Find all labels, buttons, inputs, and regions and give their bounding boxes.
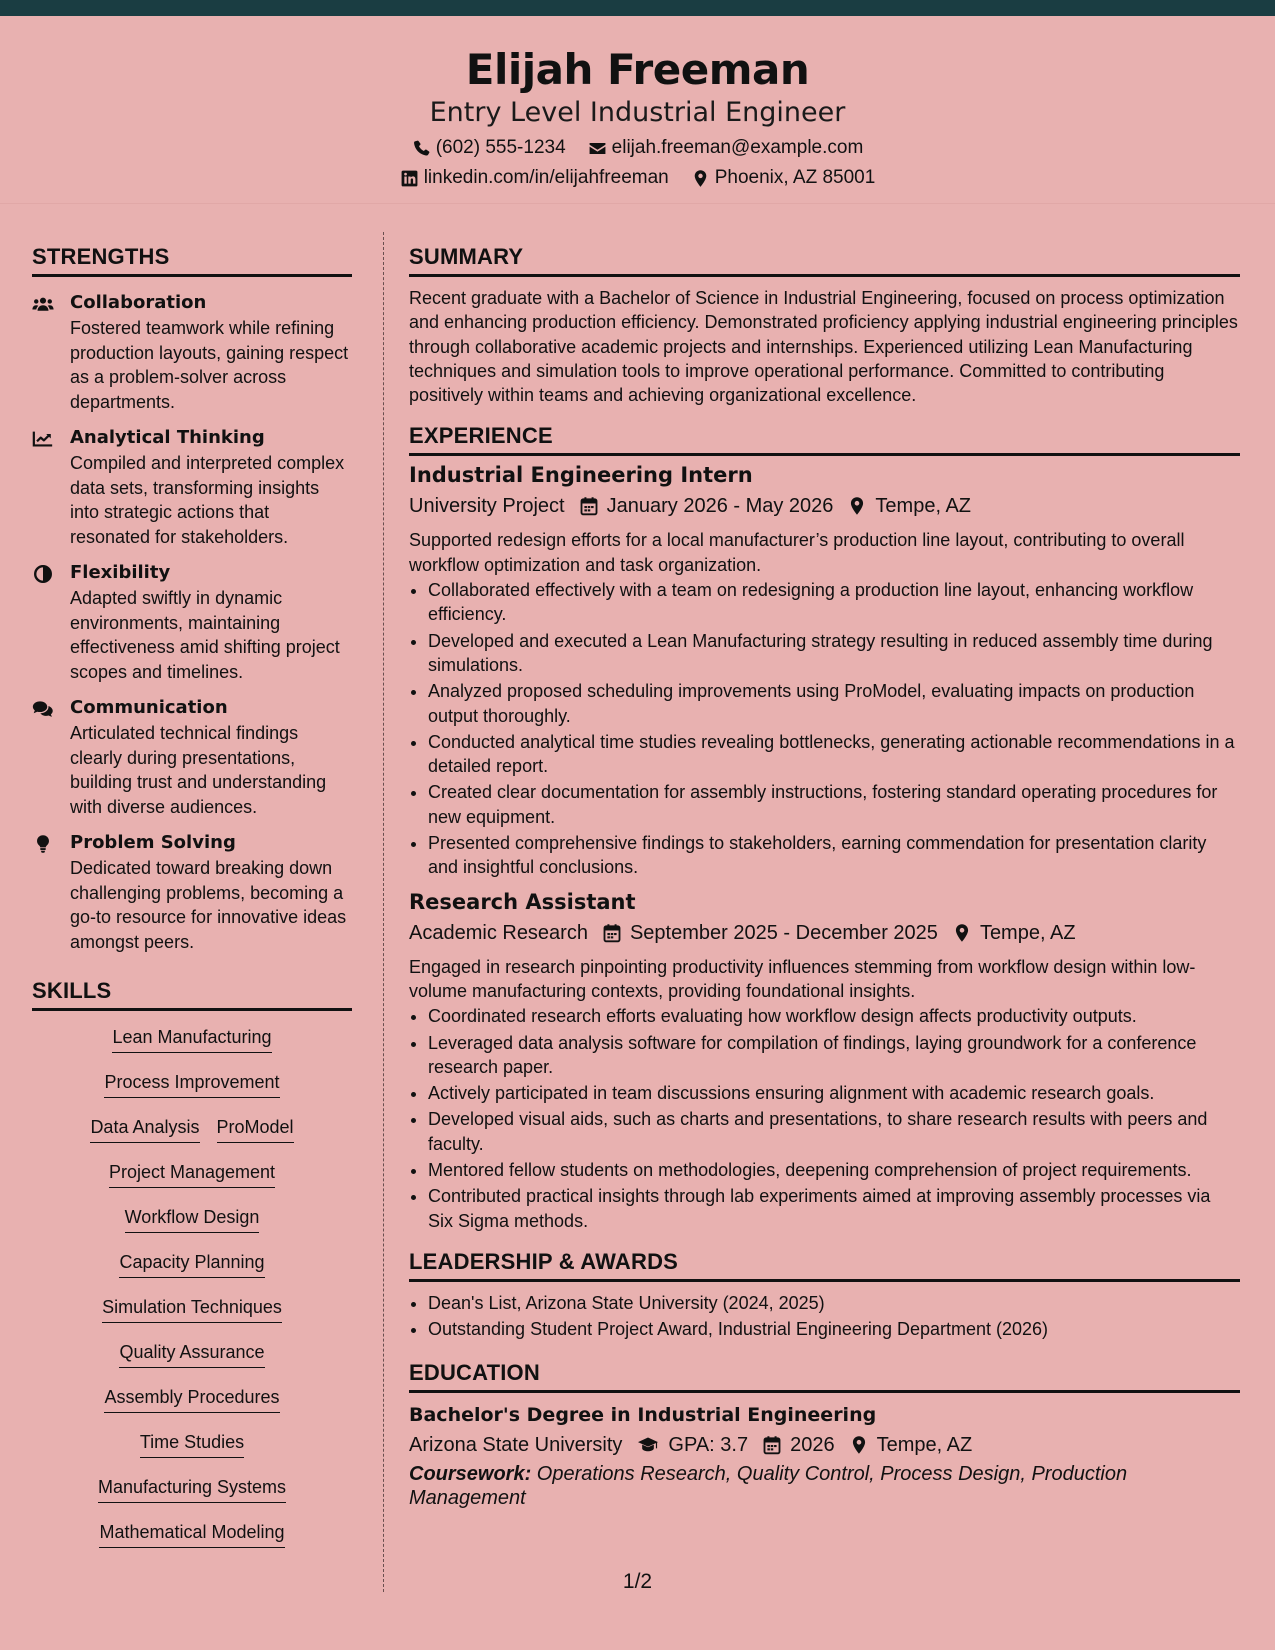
strength-item <box>32 696 352 819</box>
job-location: Tempe, AZ <box>875 495 972 518</box>
skill-tag: Assembly Procedures <box>104 1385 279 1413</box>
map-pin-icon <box>952 923 972 943</box>
education-meta <box>409 1432 1240 1458</box>
list-item: • Leveraged data analysis software for compilation of findings, laying groundwork for a conference research paper. <box>428 1031 1240 1080</box>
strength-title: Analytical Thinking <box>70 427 265 448</box>
graduation-year: 2026 <box>790 1433 835 1456</box>
strength-desc: Dedicated toward breaking down challenging problems, becoming a go-to resource for innovative ideas amongst peers. <box>70 858 347 952</box>
list-item: • Dean's List, Arizona State University (2024, 2025) <box>428 1291 1240 1315</box>
list-item: • Actively participated in team discussions ensuring alignment with academic research goals. <box>428 1081 1240 1105</box>
education-location: Tempe, AZ <box>876 1433 973 1456</box>
strength-title: Flexibility <box>70 562 171 583</box>
strength-title: Collaboration <box>70 292 207 313</box>
map-pin-icon <box>847 496 867 516</box>
strength-item <box>32 291 352 414</box>
chart-line-icon <box>32 429 54 449</box>
job-entry <box>409 461 1240 879</box>
job-meta <box>409 920 1240 946</box>
map-pin-icon <box>691 169 710 188</box>
location-text: Phoenix, AZ 85001 <box>714 167 876 188</box>
linkedin-icon <box>400 169 419 188</box>
job-description: Engaged in research pinpointing productivity influences stemming from workflow design within low-volume manufacturing contexts, providing foundational insights. <box>409 956 1196 1001</box>
gpa-text: GPA: 3.7 <box>668 1433 749 1456</box>
job-bullets <box>409 1004 1240 1233</box>
strength-desc: Fostered teamwork while refining production layouts, gaining respect as a problem-solver across departments. <box>70 318 349 412</box>
degree-title: Bachelor's Degree in Industrial Engineering <box>409 1403 877 1426</box>
job-description: Supported redesign efforts for a local manufacturer’s production line layout, contributing to overall workflow optimization and task organization. <box>409 530 1185 575</box>
candidate-title: Entry Level Industrial Engineer <box>429 97 846 128</box>
strengths-heading: STRENGTHS <box>32 244 352 277</box>
skill-tag: Lean Manufacturing <box>112 1025 271 1053</box>
summary-heading: SUMMARY <box>409 244 1240 277</box>
strength-item <box>32 561 352 684</box>
page-number: 1/2 <box>622 1570 653 1593</box>
skill-tag: Simulation Techniques <box>102 1295 282 1323</box>
calendar-icon <box>762 1435 782 1455</box>
coursework <box>409 1462 1240 1510</box>
skills-heading: SKILLS <box>32 978 352 1011</box>
list-item: • Mentored fellow students on methodologies, deepening comprehension of project requirements. <box>428 1158 1240 1182</box>
comments-icon <box>32 699 54 719</box>
job-dates: January 2026 - May 2026 <box>606 495 834 518</box>
skill-tag: Mathematical Modeling <box>99 1520 284 1548</box>
resume-header <box>0 16 1275 204</box>
half-circle-icon <box>32 564 54 584</box>
contact-row-2 <box>0 166 1275 190</box>
list-item: • Developed visual aids, such as charts and presentations, to share research results with peers and faculty. <box>428 1107 1240 1156</box>
experience-heading: EXPERIENCE <box>409 423 1240 456</box>
list-item: • Conducted analytical time studies revealing bottlenecks, generating actionable recommendations in a detailed report. <box>428 730 1240 779</box>
skill-tag: Manufacturing Systems <box>98 1475 286 1503</box>
graduation-cap-icon <box>636 1435 660 1455</box>
education-heading: EDUCATION <box>409 1360 1240 1393</box>
coursework-label: Coursework: <box>409 1462 532 1485</box>
skill-tag: Workflow Design <box>125 1205 260 1233</box>
candidate-name: Elijah Freeman <box>465 45 810 94</box>
list-item: • Developed and executed a Lean Manufacturing strategy resulting in reduced assembly time during simulations. <box>428 629 1240 678</box>
location-contact <box>691 166 876 190</box>
strength-title: Problem Solving <box>70 832 236 853</box>
strength-desc: Articulated technical findings clearly during presentations, building trust and understanding with diverse audiences. <box>70 723 327 817</box>
skill-tag: ProModel <box>217 1115 294 1143</box>
job-meta <box>409 493 1240 519</box>
leadership-heading: LEADERSHIP & AWARDS <box>409 1249 1240 1282</box>
strength-desc: Adapted swiftly in dynamic environments, maintaining effectiveness amid shifting project scopes and timelines. <box>70 588 340 682</box>
strength-title: Communication <box>70 697 228 718</box>
list-item: • Coordinated research efforts evaluating how workflow design affects productivity outputs. <box>428 1004 1240 1028</box>
calendar-icon <box>602 923 622 943</box>
email-text[interactable]: elijah.freeman@example.com <box>611 137 864 158</box>
list-item: • Outstanding Student Project Award, Industrial Engineering Department (2026) <box>428 1317 1240 1341</box>
skill-tag: Time Studies <box>140 1430 244 1458</box>
header-separator <box>0 203 1275 204</box>
list-item: • Contributed practical insights through lab experiments aimed at improving assembly processes via Six Sigma methods. <box>428 1184 1240 1233</box>
list-item: • Analyzed proposed scheduling improvements using ProModel, evaluating impacts on production output thoroughly. <box>428 679 1240 728</box>
skill-tag: Capacity Planning <box>119 1250 264 1278</box>
skill-tag: Project Management <box>109 1160 275 1188</box>
awards-list <box>409 1291 1240 1342</box>
linkedin-text[interactable]: linkedin.com/in/elijahfreeman <box>423 167 669 188</box>
skill-tag: Process Improvement <box>104 1070 279 1098</box>
strength-item <box>32 831 352 954</box>
job-location: Tempe, AZ <box>979 921 1076 944</box>
left-column <box>32 244 352 1565</box>
lightbulb-icon <box>32 834 54 854</box>
school-name: Arizona State University <box>409 1433 623 1456</box>
job-title: Research Assistant <box>409 889 636 914</box>
job-title: Industrial Engineering Intern <box>409 463 753 488</box>
top-accent-bar <box>0 0 1275 16</box>
skills-list <box>32 1025 352 1565</box>
list-item: • Collaborated effectively with a team on redesigning a production line layout, enhancing workflow efficiency. <box>428 578 1240 627</box>
list-item: • Presented comprehensive findings to stakeholders, earning commendation for presentation clarity and insightful conclusions. <box>428 831 1240 880</box>
skill-tag: Quality Assurance <box>119 1340 264 1368</box>
linkedin-contact[interactable] <box>400 166 669 190</box>
calendar-icon <box>579 496 599 516</box>
phone-contact <box>412 136 566 160</box>
job-org: Academic Research <box>409 921 588 944</box>
contact-row-1 <box>0 136 1275 160</box>
users-icon <box>32 294 54 314</box>
phone-text: (602) 555-1234 <box>435 137 566 158</box>
strength-desc: Compiled and interpreted complex data sets, transforming insights into strategic actions that resonated for stakeholders. <box>70 453 345 547</box>
job-bullets <box>409 578 1240 880</box>
column-divider <box>383 232 384 1592</box>
job-entry <box>409 888 1240 1233</box>
job-dates: September 2025 - December 2025 <box>629 921 938 944</box>
envelope-icon <box>588 139 607 158</box>
job-org: University Project <box>409 495 565 518</box>
right-column <box>409 244 1240 1510</box>
coursework-text: Operations Research, Quality Control, Process Design, Production Management <box>409 1462 1128 1509</box>
map-pin-icon <box>849 1435 869 1455</box>
phone-icon <box>412 139 431 158</box>
summary-text: Recent graduate with a Bachelor of Science in Industrial Engineering, focused on process optimization and enhancing production efficiency. Demonstrated proficiency applying industrial engineering principles through collaborative academic projects and internships. Experienced utilizing Lean Manufacturing techniques and simulation tools to improve operational performance. Committed to contributing positively within teams and achieving organizational excellence. <box>409 288 1238 406</box>
strength-item <box>32 426 352 549</box>
list-item: • Created clear documentation for assembly instructions, fostering standard operating procedures for new equipment. <box>428 780 1240 829</box>
skill-tag: Data Analysis <box>90 1115 199 1143</box>
email-contact[interactable] <box>588 136 864 160</box>
